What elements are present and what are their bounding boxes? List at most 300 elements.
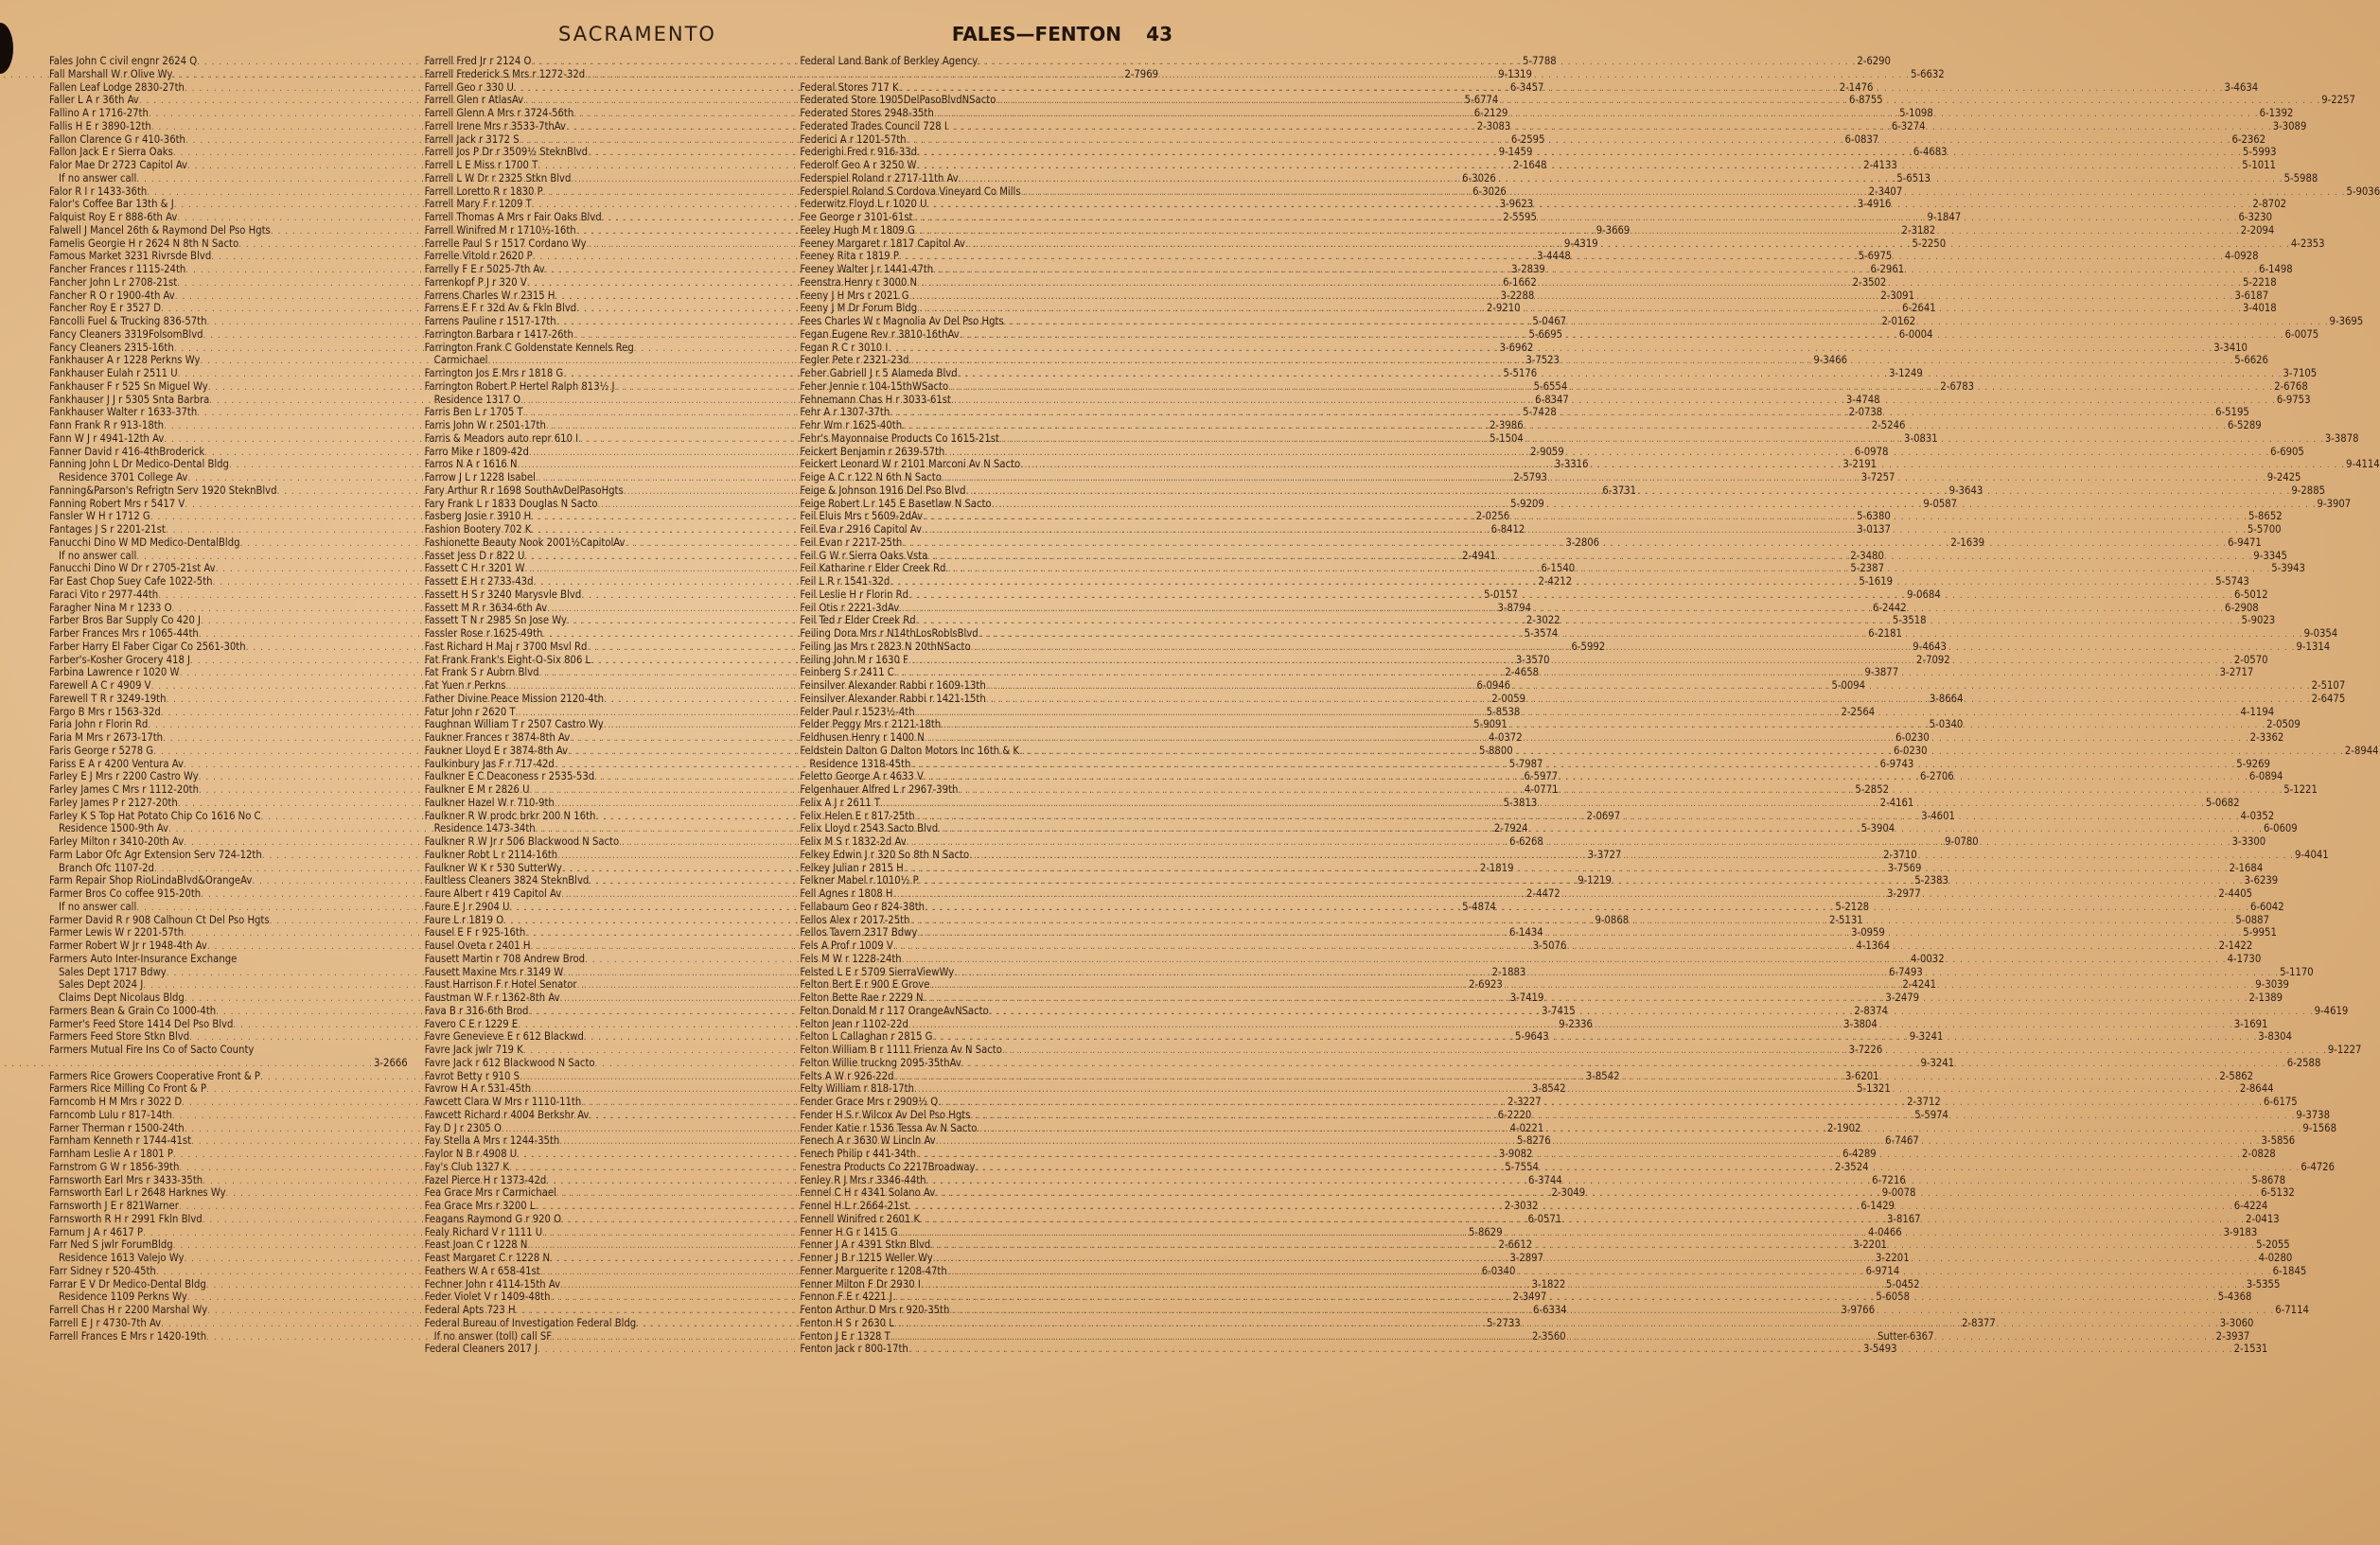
listing-name: Faulkner R W prodc brkr 200 N 16th	[424, 809, 596, 822]
phone-number: 6-4683	[1913, 146, 1948, 159]
listing-name: Fanning John L Dr Medico-Dental Bldg	[49, 458, 229, 471]
dot-leader	[951, 395, 2276, 408]
phone-number: 3-0137	[1857, 523, 1891, 535]
phone-number: 3-1249	[1889, 367, 1923, 379]
listing-name: Fender Katie r 1536 Tessa Av N Sacto	[800, 1121, 978, 1134]
phone-number: 2-7969	[1124, 67, 1159, 80]
listing-name: Farmers Auto Inter-Insurance Exchange	[49, 952, 238, 965]
listing-name: Farrell Irene Mrs r 3533-7thAv	[424, 119, 566, 132]
listing-name: Fee George r 3101-61st	[800, 211, 913, 223]
listing-name: Fehnemann Chas H r 3033-61st	[800, 393, 951, 406]
phone-number: 5-4368	[2217, 1290, 2252, 1304]
dot-leader	[893, 888, 2218, 902]
listing-name: Farrar E V Dr Medico-Dental Bldg	[49, 1277, 206, 1290]
listing-name: Feige Robert L r 145 E Basetlaw N Sacto	[800, 497, 992, 510]
listing-name: Fenley R J Mrs r 3346-44th	[800, 1173, 926, 1186]
phone-number: 9-1227	[2327, 1044, 2362, 1056]
listing-name: Fansler W H r 1712 G	[49, 510, 150, 523]
phone-number: 2-0738	[1848, 406, 1883, 419]
phone-number: 5-0094	[1831, 679, 1866, 692]
phone-number: 5-4874	[1462, 900, 1496, 913]
phone-number: 2-1819	[1479, 861, 1514, 874]
listing-name: Feathers W A r 658-41st	[424, 1264, 540, 1277]
listing-name: Federal Cleaners 2017 J	[424, 1343, 538, 1356]
phone-number: 3-2839	[1511, 263, 1545, 275]
dot-leader	[908, 355, 2233, 368]
dot-leader	[938, 823, 2263, 836]
dot-leader	[915, 225, 2240, 238]
listing-name: Farrens E F r 32d Av & Fkln Blvd	[424, 302, 577, 315]
listing-name: Feher Gabriell J r 5 Alameda Blvd	[800, 367, 958, 379]
phone-number: 6-2961	[1870, 263, 1905, 275]
listing-name: Fenech Philip r 441-34th	[800, 1148, 917, 1160]
listing-name: Federwitz Floyd L r 1020 U	[800, 198, 927, 211]
listing-name: Fantages J S r 2201-21st	[49, 523, 166, 535]
listing-name: Fassett E H r 2733-43d	[424, 575, 534, 588]
listing-name: Fallon Clarence G r 410-36th	[49, 132, 185, 146]
phone-number: 5-3943	[2271, 562, 2305, 575]
listing-name: Fender H S r Wilcox Av Del Pso Hgts	[800, 1108, 971, 1121]
phone-number: 2-0697	[1586, 809, 1621, 822]
listing-name: Federated Stores 2948-35th	[800, 107, 934, 119]
phone-number: 2-0570	[2233, 653, 2268, 666]
listing-name: Sales Dept 2024 J	[59, 978, 144, 992]
listing-name: Federated Store 1905DelPasoBlvdNSacto	[800, 94, 996, 107]
phone-number: 9-1319	[1498, 67, 1532, 80]
phone-number: 9-4619	[2314, 1004, 2349, 1017]
phone-number: 2-4405	[2218, 887, 2253, 900]
dot-leader	[913, 212, 2238, 225]
phone-number: 3-3804	[1843, 1017, 1878, 1030]
listing-name: Fell Agnes r 1808 H	[800, 887, 893, 900]
listing-name: Farrow J L r 1228 Isabel	[424, 471, 536, 483]
listing-name: Farm Repair Shop RioLindaBlvd&OrangeAv	[49, 874, 253, 887]
phone-number: 2-8944	[2344, 744, 2379, 757]
listing-name: Falquist Roy E r 888-6th Av	[49, 211, 178, 223]
phone-number: 3-4634	[2224, 80, 2259, 94]
dot-leader	[925, 902, 2249, 915]
phone-number: 6-8412	[1490, 523, 1525, 535]
dot-leader	[936, 1135, 2261, 1149]
listing-name: Fall Marshall W r Olive Wy	[49, 67, 173, 80]
listing-name: Faulkner W K r 530 SutterWy	[424, 861, 562, 874]
dot-leader	[531, 56, 1856, 69]
listing-name: Farnham Kenneth r 1744-41st	[49, 1134, 192, 1148]
phone-number: 4-0466	[1868, 1225, 1902, 1238]
phone-number: 2-1531	[2233, 1343, 2268, 1356]
phone-number: 2-6475	[2311, 692, 2346, 705]
dot-leader	[902, 537, 2227, 551]
listing-name: Residence 1473-34th	[433, 822, 536, 835]
phone-number: 4-0032	[1910, 952, 1945, 965]
listing-name: Faller L A r 36th Av	[49, 94, 139, 107]
phone-number: 9-2425	[2266, 471, 2301, 483]
listing-name: Fennell Winifred r 2601 K	[800, 1212, 921, 1225]
listing-name: Felts A W r 926-22d	[800, 1069, 894, 1082]
listing-name: Fanning&Parson's Refrigtn Serv 1920 SteknBlvd	[49, 483, 277, 497]
phone-number: 3-2806	[1565, 535, 1600, 549]
listing-name: Fanner David r 416-4thBroderick	[49, 445, 205, 458]
listing-name: Fann W J r 4941-12th Av	[49, 431, 165, 445]
phone-number: 3-3570	[1515, 653, 1550, 666]
phone-number: 5-9643	[1515, 1030, 1549, 1044]
listing-name: Feletto George A r 4633 V	[800, 770, 924, 783]
listing-name: Farrington Robert P Hertel Ralph 813½ J	[424, 379, 615, 393]
listing-name: Fassler Rose r 1625-49th	[424, 627, 543, 640]
phone-number: 4-1730	[2227, 952, 2262, 965]
listing-name: Felton William B r 1111 Frienza Av N Sacto	[800, 1044, 1002, 1056]
phone-number: 6-0230	[1893, 744, 1928, 757]
listing-name: Farrell L W Dr r 2325 Stkn Blvd	[424, 171, 572, 184]
phone-number: 6-7467	[1885, 1134, 1919, 1148]
phone-number: 6-0609	[2264, 822, 2298, 835]
phone-number: 2-3497	[1512, 1290, 1547, 1304]
listing-name: Father Divine Peace Mission 2120-4th	[424, 692, 604, 705]
phone-number: 6-1429	[1860, 1200, 1895, 1212]
phone-number: 3-9082	[1498, 1148, 1533, 1160]
phone-number: 3-2191	[1842, 458, 1878, 471]
listing-name: Favero C E r 1229 E	[424, 1017, 519, 1030]
listing-name: Farewell A C r 4909 V	[49, 679, 151, 692]
dot-leader	[908, 589, 2233, 603]
listing-name: Farnsworth Earl Mrs r 3433-35th	[49, 1173, 203, 1186]
phone-number: 9-0587	[1923, 497, 1958, 510]
listing-name: Federal Stores 717 K	[800, 80, 899, 94]
phone-number: 6-0340	[1481, 1264, 1516, 1277]
phone-number: 2-6768	[2274, 379, 2308, 393]
listing-name: Farrell Thomas A Mrs r Fair Oaks Blvd	[424, 211, 602, 223]
phone-number: 6-3230	[2238, 211, 2273, 223]
dot-leader	[909, 290, 2234, 304]
phone-number: 5-7788	[1523, 55, 1557, 67]
dot-leader	[907, 836, 2231, 850]
listing-name: Farmers Mutual Fire Ins Co of Sacto County	[49, 1044, 255, 1056]
phone-number: 5-6058	[1876, 1290, 1911, 1304]
phone-number: 5-8538	[1486, 705, 1521, 718]
phone-number: 6-0075	[2284, 327, 2319, 341]
phone-number: 5-5176	[1503, 367, 1538, 379]
listing-name: Faure L r 1819 O	[424, 913, 504, 926]
listing-name: Fassett M R r 3634-6th Av	[424, 601, 548, 614]
phone-number: 5-1098	[1899, 107, 1933, 119]
phone-number: 6-4224	[2233, 1200, 2268, 1212]
phone-number: 3-8304	[2258, 1030, 2292, 1044]
phone-number: 3-3060	[2219, 1316, 2254, 1329]
dot-leader	[947, 1266, 2272, 1279]
listing-name: Fancolli Fuel & Trucking 836-57th	[49, 315, 207, 327]
phone-number: 9-3877	[1864, 666, 1899, 679]
listing-name: Federolf Geo A r 3250 W	[800, 159, 917, 171]
dot-leader	[890, 1331, 2215, 1344]
phone-number: 3-4018	[2243, 302, 2277, 315]
listing-name: Farnsworth Earl L r 2648 Harknes Wy	[49, 1186, 226, 1200]
phone-number: 5-9036	[2346, 184, 2380, 198]
phone-number: 3-7105	[2283, 367, 2318, 379]
listing-name: Feil G W r Sierra Oaks Vsta	[800, 549, 928, 562]
phone-number: 9-2336	[1559, 1017, 1593, 1030]
dot-leader	[908, 1343, 2233, 1357]
phone-number: 5-0887	[2235, 913, 2269, 926]
listing-name: Fazel Pierce H r 1373-42d	[424, 1173, 547, 1186]
listing-name: Fay's Club 1327 K	[424, 1160, 509, 1173]
phone-number: 9-3907	[2317, 497, 2352, 510]
listing-name: Faraci Vito r 2977-44th	[49, 588, 159, 601]
listing-name: Farnham Leslie A r 1801 P	[49, 1148, 173, 1160]
listing-name: Fales John C civil engnr 2624 Q	[49, 55, 198, 67]
phone-number: 3-8167	[1886, 1212, 1921, 1225]
listing-name: Fankhauser J J r 5305 Snta Barbra	[49, 393, 210, 406]
listing-name: Residence 1613 Valejo Wy	[59, 1252, 185, 1264]
phone-number: 3-1691	[2233, 1017, 2268, 1030]
phone-number: 2-3502	[1852, 275, 1887, 289]
listing-name: Faulkner R W Jr r 506 Blackwood N Sacto	[424, 835, 620, 848]
listing-name: Feil Katharine r Elder Creek Rd	[800, 562, 946, 575]
phone-number: 3-2201	[1875, 1252, 1910, 1264]
phone-number: 5-2852	[1855, 783, 1890, 796]
phone-number: 6-1662	[1503, 275, 1537, 289]
dot-leader	[958, 784, 2283, 798]
phone-number: 9-3643	[1948, 483, 1983, 497]
dot-leader	[890, 576, 2214, 589]
phone-number: 6-9743	[1879, 757, 1914, 770]
listing-name: Fancher R O r 1900-4th Av	[49, 289, 175, 302]
dot-leader	[917, 927, 2242, 940]
dot-leader	[919, 875, 2244, 888]
listing-name: Farris John W r 2501-17th	[424, 419, 546, 431]
phone-number: 2-3524	[1834, 1160, 1869, 1173]
phone-number: 5-8629	[1468, 1225, 1503, 1238]
phone-number: 2-1883	[1491, 965, 1526, 978]
listing-name: Feinberg S r 2411 C	[800, 666, 894, 679]
phone-number: Sutter-6367	[1877, 1329, 1934, 1343]
listing-name: Farmers Bean & Grain Co 1000-4th	[49, 1004, 217, 1017]
phone-number: 5-9209	[1510, 497, 1544, 510]
listing-name: Fann Frank R r 913-18th	[49, 419, 165, 431]
listing-name: Farncomb Lulu r 817-14th	[49, 1108, 172, 1121]
phone-number: 3-9623	[1499, 198, 1534, 211]
phone-number: 6-0230	[1895, 731, 1930, 744]
listing-name: Farbina Lawrence r 1020 W	[49, 666, 180, 679]
dot-leader	[914, 1083, 2239, 1097]
listing-name: Fellabaum Geo r 824-38th	[800, 900, 926, 913]
phone-number: 3-6187	[2234, 289, 2269, 302]
phone-number: 6-1434	[1509, 926, 1543, 939]
page-number: 43	[1146, 23, 1172, 45]
listing-name: Fennel C H r 4341 Solano Av	[800, 1186, 936, 1200]
listing-entry	[800, 68, 1158, 81]
phone-number: 2-8377	[1962, 1316, 1996, 1329]
phone-number: 5-0452	[1885, 1277, 1920, 1290]
listing-name: Farm Labor Ofc Agr Extension Serv 724-12th	[49, 848, 262, 861]
phone-number: 4-0928	[2224, 250, 2259, 263]
phone-number: 5-6975	[1858, 250, 1893, 263]
phone-number: 2-4658	[1505, 666, 1540, 679]
listing-name: Feiling Jas Mrs r 2823 N 20thNSacto	[800, 640, 971, 653]
listing-name: Farr Ned S jwlr ForumBldg	[49, 1238, 173, 1252]
listing-name: Federated Trades Council 728 I	[800, 119, 947, 132]
phone-number: 9-3466	[1813, 354, 1848, 367]
dot-leader	[892, 1291, 2217, 1305]
phone-number: 6-2220	[1497, 1108, 1532, 1121]
dot-leader	[888, 342, 2213, 356]
listing-name: Federici A r 1201-57th	[800, 132, 907, 146]
listing-name: Farley Milton r 3410-20th Av	[49, 835, 185, 848]
listing-name: If no answer (toll) call SF	[433, 1329, 553, 1343]
phone-number: 5-3518	[1892, 614, 1927, 627]
page-header	[47, 23, 1178, 49]
listing-name: Faultless Cleaners 3824 SteknBlvd	[424, 874, 590, 887]
listing-entry	[49, 1044, 408, 1057]
phone-number: 6-0946	[1476, 679, 1511, 692]
listing-name: Residence 3701 College Av	[59, 471, 188, 483]
listing-name: Felix M S r 1832-2d Av	[800, 835, 907, 848]
listing-name: Feil Leslie H r Florin Rd	[800, 588, 909, 601]
dot-leader	[986, 680, 2311, 693]
phone-number: 5-5988	[2283, 171, 2318, 184]
listing-name: Favrot Betty r 910 S	[424, 1069, 520, 1082]
phone-number: 3-3089	[2272, 119, 2307, 132]
listing-name: Farris Ben L r 1705 T	[424, 406, 523, 419]
phone-number: 2-3362	[2249, 731, 2284, 744]
phone-number: 2-2564	[1841, 705, 1876, 718]
phone-number: 2-0256	[1475, 510, 1510, 523]
phone-number: 2-2094	[2240, 223, 2275, 237]
listing-name: Farmers Feed Store Stkn Blvd	[49, 1030, 190, 1044]
phone-number: 3-6201	[1844, 1069, 1879, 1082]
phone-number: 2-4241	[1902, 978, 1937, 992]
phone-number: 3-0831	[1904, 431, 1938, 445]
phone-number: 5-2383	[1914, 874, 1948, 887]
phone-number: 5-6774	[1464, 94, 1499, 107]
phone-number: 2-8374	[1854, 1004, 1889, 1017]
listing-name: Fanucchi Dino W Dr r 2705-21st Av	[49, 562, 216, 575]
listing-name: Fankhauser Eulah r 2511 U	[49, 367, 178, 379]
dot-leader	[924, 992, 2248, 1006]
listing-name: Feast Joan C r 1228 N	[424, 1238, 528, 1252]
listing-name: Fancher Frances r 1115-24th	[49, 263, 186, 275]
dot-leader	[898, 1227, 2223, 1240]
listing-name: Farrens Charles W r 2315 H	[424, 289, 555, 302]
listing-name: Fechner John r 4114-15th Av	[424, 1277, 561, 1290]
dot-leader	[965, 485, 2290, 499]
listing-name: Federspiel Roland r 2717-11th Av	[800, 171, 959, 184]
listing-name: Faulkner Hazel W r 710-9th	[424, 796, 555, 809]
phone-number: 2-5131	[1829, 913, 1863, 926]
phone-number: 6-3457	[1509, 80, 1544, 94]
listing-name: Fasset Jess D r 822 U	[424, 549, 525, 562]
phone-number: 2-3182	[1901, 223, 1936, 237]
listing-name: Feige A C r 122 N 6th N Sacto	[800, 471, 942, 483]
dot-leader	[917, 303, 2242, 316]
listing-name: Feil Ted r Elder Creek Rd	[800, 614, 916, 627]
phone-number: 5-6554	[1533, 379, 1568, 393]
phone-number: 2-3022	[1525, 614, 1560, 627]
dot-leader	[960, 329, 2284, 342]
listing-name: Fea Grace Mrs r 3200 L	[424, 1200, 536, 1212]
listing-name: Fay Stella A Mrs r 1244-35th	[424, 1134, 560, 1148]
listing-name: Felty William r 818-17th	[800, 1082, 914, 1096]
listing-name: Sales Dept 1717 Bdwy	[59, 965, 167, 978]
phone-number: 2-5107	[2311, 679, 2346, 692]
dot-leader	[916, 615, 2241, 628]
dot-leader	[930, 1239, 2255, 1253]
dot-leader	[942, 472, 2266, 485]
dot-leader	[899, 603, 2224, 616]
dot-leader	[902, 954, 2227, 967]
listing-name: Farrell Loretto R r 1830 P	[424, 184, 543, 198]
phone-number: 2-3407	[1868, 184, 1903, 198]
phone-number: 5-3813	[1503, 796, 1538, 809]
phone-number: 2-3560	[1531, 1329, 1566, 1343]
phone-number: 9-4114	[2346, 458, 2380, 471]
listing-name: Farrell Chas H r 2200 Marshal Wy	[49, 1304, 208, 1316]
listing-name: Fausel E F r 925-16th	[424, 926, 526, 939]
listing-name: Felder Peggy Mrs r 2121-18th	[800, 718, 942, 731]
listing-name: Federighi Fred r 916-33d	[800, 146, 918, 159]
dot-leader	[916, 1149, 2241, 1162]
dot-leader	[932, 1031, 2257, 1045]
phone-number: 2-3032	[1504, 1200, 1539, 1212]
listing-name: Felton Bert E r 900 E Grove	[800, 978, 930, 992]
listing-name: Farr Sidney r 520-45th	[49, 1264, 156, 1277]
phone-number: 6-3744	[1528, 1173, 1562, 1186]
listing-name: Farrell Glenn A Mrs r 3724-56th	[424, 107, 574, 119]
dot-leader	[924, 771, 2248, 784]
listing-name: Feldhusen Henry r 1400 N	[800, 731, 925, 744]
listing-name: Fancher Roy E r 3527 D	[49, 302, 161, 315]
listing-name: Favre Genevieve E r 612 Blackwd	[424, 1030, 584, 1044]
phone-number: 2-4941	[1462, 549, 1496, 562]
dot-leader	[920, 1214, 2245, 1227]
phone-number: 2-1422	[2218, 939, 2253, 952]
dot-leader	[947, 121, 2272, 134]
phone-number: 2-1902	[1826, 1121, 1861, 1134]
listing-name: Fawcett Richard r 4004 Berkshr Av	[424, 1108, 590, 1121]
listing-name: Farley James P r 2127-20th	[49, 796, 178, 809]
listing-name: Federal Land Bank of Berkley Agency	[800, 55, 978, 67]
listing-name: Farrington Jos E Mrs r 1818 G	[424, 367, 564, 379]
phone-number: 3-3316	[1554, 458, 1589, 471]
phone-number: 5-1221	[2283, 783, 2318, 796]
dot-leader	[925, 732, 2249, 746]
phone-number: 9-3039	[2255, 978, 2289, 992]
listing-name: Fehr A r 1307-37th	[800, 406, 890, 419]
listing-entry	[49, 1057, 408, 1070]
phone-number: 5-0682	[2205, 796, 2240, 809]
listing-name: Feil Otis r 2221-3dAv	[800, 601, 900, 614]
phone-number: 5-5743	[2215, 575, 2249, 588]
phone-number: 5-8678	[2251, 1173, 2286, 1186]
listing-name: Feder Violet V r 1409-48th	[424, 1290, 551, 1304]
phone-number: 2-5862	[2219, 1069, 2254, 1082]
binder-hole	[0, 23, 13, 74]
phone-number: 5-3574	[1524, 627, 1559, 640]
phone-number: 3-4916	[1857, 198, 1892, 211]
listing-name: Farrelly F E r 5025-7th Av	[424, 263, 545, 275]
listing-name: Felgenhauer Alfred L r 2967-39th	[800, 783, 959, 796]
listing-name: Fava B r 316-6th Brod	[424, 1004, 529, 1017]
phone-number: 2-3480	[1850, 549, 1884, 562]
phone-number: 2-3227	[1507, 1096, 1542, 1108]
dot-leader	[904, 863, 2229, 876]
phone-number: 3-3300	[2231, 835, 2266, 848]
listing-name: Fancy Cleaners 2315-16th	[49, 341, 174, 354]
phone-number: 5-5974	[1914, 1108, 1948, 1121]
listing-name: Fels M W r 1228-24th	[800, 952, 902, 965]
listing-name: Farmers Rice Growers Cooperative Front & P	[49, 1069, 260, 1082]
listing-name: Felton L Callaghan r 2815 G	[800, 1030, 933, 1044]
listing-name: Felkey Julian r 2815 H	[800, 861, 904, 874]
